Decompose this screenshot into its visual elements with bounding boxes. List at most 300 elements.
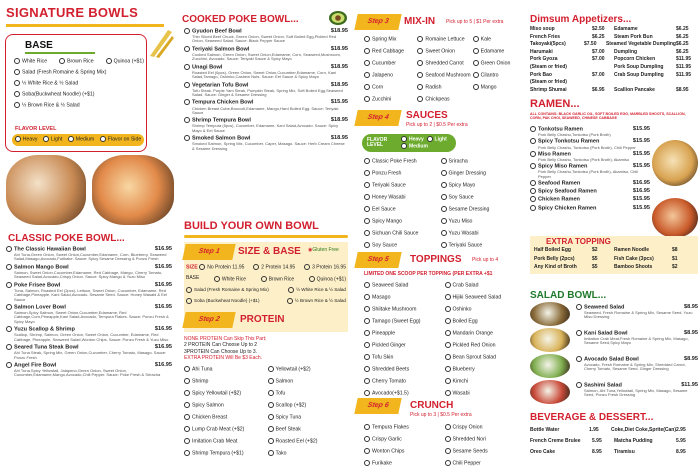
sauce-option[interactable] xyxy=(364,206,438,217)
mixin-option-label: Jalapeno xyxy=(372,72,394,79)
checkbox-icon[interactable] xyxy=(364,306,370,312)
checkbox-icon[interactable] xyxy=(184,426,190,432)
mixin-option[interactable] xyxy=(364,84,415,95)
base-option[interactable]: ½ Brown Rice & ½ Salad xyxy=(14,102,144,113)
cooked-item-desc: Shrimp Tempura (5pcs), Cucumber, Edamame, Kani Salad,Avocado. Sauce: Spicy Mayo & Eel Sauce xyxy=(192,123,339,133)
checkbox-icon[interactable] xyxy=(184,450,190,456)
crunch-option[interactable] xyxy=(364,424,442,435)
mixin-option[interactable] xyxy=(417,48,470,59)
sauce-option-label: Honey Wasabi xyxy=(372,194,406,201)
checkbox-icon[interactable] xyxy=(364,390,370,396)
checkbox-icon[interactable] xyxy=(473,84,479,90)
protein-option[interactable] xyxy=(268,378,349,389)
topping-option[interactable] xyxy=(445,306,523,317)
checkbox-icon[interactable] xyxy=(445,330,451,336)
checkbox-icon[interactable] xyxy=(441,206,447,212)
checkbox-icon[interactable] xyxy=(445,436,451,442)
ramen-item[interactable] xyxy=(530,180,650,187)
ramen-item-price: $16.95 xyxy=(632,188,650,195)
classic-item-name: Angel Fire Bowl xyxy=(14,362,57,369)
checkbox-icon[interactable] xyxy=(364,158,370,164)
mixin-option[interactable] xyxy=(417,36,470,47)
salad-item[interactable] xyxy=(576,356,698,380)
mixin-option[interactable] xyxy=(364,36,415,47)
checkbox-icon[interactable] xyxy=(417,96,423,102)
classic-item-price: $16.95 xyxy=(154,361,172,368)
classic-item-name: Seared Tuna Steak Bowl xyxy=(14,344,79,351)
crunch-option[interactable] xyxy=(445,448,523,459)
protein-notes: NONE PROTEIN Can Skip This Part; 2 PROTEIN Can Choose Up to 2 3PROTEIN Can Choose Up to 3. EXTRA PROTEIN Will Be $3 Each. xyxy=(184,336,267,361)
ramen-item-header xyxy=(530,180,650,187)
crunch-option[interactable] xyxy=(445,436,523,447)
radio-icon[interactable] xyxy=(530,188,536,194)
step5-pick: Pick up to 4 xyxy=(472,257,499,263)
checkbox-icon[interactable] xyxy=(268,438,274,444)
sauce-option[interactable] xyxy=(364,218,438,229)
protein-option[interactable] xyxy=(184,378,265,389)
sauce-option[interactable] xyxy=(441,194,515,205)
crunch-option[interactable] xyxy=(445,424,523,435)
step5-title: TOPPINGS xyxy=(410,254,462,265)
base-option[interactable]: ½ White Rice & ½ Salad xyxy=(14,80,144,91)
dimsum-row-cell: $6.25 xyxy=(676,48,689,55)
checkbox-icon[interactable] xyxy=(364,318,370,324)
classic-item[interactable] xyxy=(6,326,172,342)
radio-icon[interactable] xyxy=(530,196,536,202)
salad-item[interactable] xyxy=(576,330,698,354)
radio-icon[interactable] xyxy=(530,138,536,144)
topping-option[interactable] xyxy=(445,330,523,341)
checkbox-icon[interactable] xyxy=(364,96,370,102)
protein-option-label: Ahi Tuna xyxy=(192,366,213,373)
checkbox-icon[interactable] xyxy=(445,378,451,384)
sauce-option[interactable] xyxy=(364,194,438,205)
classic-item-desc: Ahi Tuna,Green Onion, Sweet Onion,Cucumber,Edamame, Corn, Blueberry, Seaweed Salad,Masago,Avocado,Furikake. Sauce: Spicy Sesame Dressing & Ponzu Fresh xyxy=(14,252,167,262)
mixin-option[interactable] xyxy=(473,84,524,95)
mixin-option[interactable] xyxy=(417,96,470,107)
crunch-option[interactable] xyxy=(364,436,442,447)
step3-title: MIX-IN xyxy=(404,16,436,27)
mixin-option[interactable] xyxy=(364,72,415,83)
checkbox-icon[interactable] xyxy=(441,218,447,224)
checkbox-icon[interactable] xyxy=(364,342,370,348)
radio-icon[interactable] xyxy=(6,362,12,368)
checkbox-icon[interactable] xyxy=(445,354,451,360)
checkbox-icon[interactable] xyxy=(417,60,423,66)
salad-item[interactable] xyxy=(576,382,698,406)
protein-option-label: Yellowtail (+$2) xyxy=(275,366,311,373)
checkbox-icon[interactable] xyxy=(441,194,447,200)
radio-icon[interactable] xyxy=(576,356,582,362)
base-underline xyxy=(25,52,95,54)
checkbox-icon[interactable] xyxy=(184,390,190,396)
radio-icon[interactable] xyxy=(184,99,190,105)
salad-item-price: $8.95 xyxy=(684,304,698,310)
checkbox-icon[interactable] xyxy=(268,378,274,384)
cooked-item[interactable] xyxy=(184,99,348,115)
size-option[interactable]: 3 Protein 16.95 xyxy=(304,264,346,271)
classic-item-name: Poke Frisee Bowl xyxy=(14,282,61,289)
protein-option[interactable] xyxy=(268,450,349,461)
radio-icon[interactable] xyxy=(576,304,582,310)
checkbox-icon[interactable] xyxy=(364,294,370,300)
crunch-option-label: Furikake xyxy=(372,460,392,467)
checkbox-icon[interactable] xyxy=(473,72,479,78)
topping-option[interactable] xyxy=(364,342,442,353)
topping-option[interactable] xyxy=(364,330,442,341)
classic-item-name: Yuzu Scallop & Shrimp xyxy=(14,326,75,333)
cooked-column xyxy=(180,0,352,476)
protein-option-label: Shrimp xyxy=(192,378,209,385)
flavor-option[interactable]: Light xyxy=(43,136,62,143)
radio-icon[interactable] xyxy=(530,163,536,169)
base-option[interactable]: White Rice xyxy=(14,58,47,69)
mixin-option[interactable] xyxy=(417,72,470,83)
radio-icon[interactable] xyxy=(6,304,12,310)
ramen-item-price: $15.95 xyxy=(632,138,650,145)
base-option[interactable]: Salad (Fresh Romaine & Spring Mix) xyxy=(186,287,269,293)
sauce-option[interactable] xyxy=(364,230,438,241)
checkbox-icon[interactable] xyxy=(184,414,190,420)
base-option[interactable]: White Rice xyxy=(214,276,246,283)
radio-icon[interactable] xyxy=(576,330,582,336)
dimsum-row-cell: Pork Gyoza xyxy=(530,56,558,63)
sauce-option-label: Teriyaki Sauce xyxy=(448,242,483,249)
checkbox-icon[interactable] xyxy=(441,170,447,176)
base-option[interactable]: Quinoa (+$1) xyxy=(106,58,144,69)
mixin-option[interactable] xyxy=(364,96,415,107)
extra-topping-row-cell: Pork Belly (2pcs) xyxy=(534,255,575,262)
checkbox-icon[interactable] xyxy=(184,438,190,444)
checkbox-icon[interactable] xyxy=(184,378,190,384)
step2-badge: Step 2 xyxy=(182,312,235,328)
ramen-item-desc: Pork Belly Chashu, Tonkotsu (Pork Broth), Akamiso xyxy=(538,157,630,163)
mixin-option-label: Mango xyxy=(480,84,497,91)
mixin-option-label: Corn xyxy=(372,84,384,91)
radio-icon[interactable] xyxy=(6,264,12,270)
topping-option[interactable] xyxy=(364,306,442,317)
radio-icon[interactable] xyxy=(530,126,536,132)
sauce-option[interactable] xyxy=(364,158,438,169)
checkbox-icon[interactable] xyxy=(364,206,370,212)
poke-bowl-photo xyxy=(92,155,174,225)
checkbox-icon[interactable] xyxy=(445,366,451,372)
checkbox-icon[interactable] xyxy=(364,170,370,176)
protein-option[interactable] xyxy=(268,414,349,425)
step1-badge: Step 1 xyxy=(182,244,235,260)
cooked-item[interactable] xyxy=(184,64,348,80)
checkbox-icon[interactable] xyxy=(364,448,370,454)
checkbox-icon[interactable] xyxy=(364,424,370,430)
checkbox-icon[interactable] xyxy=(364,436,370,442)
protein-option[interactable] xyxy=(268,438,349,449)
radio-icon[interactable] xyxy=(6,344,12,350)
topping-option[interactable] xyxy=(445,342,523,353)
salad-item-desc: Avocado, Fresh Romaine & Spring Mix, Shredded Carrot, Cherry Tomato, Sesame Seed, Ginger Dressing xyxy=(584,362,686,372)
radio-icon[interactable] xyxy=(6,246,12,252)
base-option[interactable]: Soba (Buckwheat Noodle) (+$1) xyxy=(186,298,260,304)
mixin-option-label: Shredded Carrot xyxy=(425,60,464,67)
ramen-item[interactable] xyxy=(530,196,650,203)
extra-topping-row-cell: Half Boiled Egg xyxy=(534,247,571,253)
topping-option[interactable] xyxy=(445,282,523,293)
sauce-option[interactable] xyxy=(364,170,438,181)
mixin-option[interactable] xyxy=(473,48,524,59)
protein-option[interactable] xyxy=(184,390,265,401)
sauce-option[interactable] xyxy=(441,206,515,217)
checkbox-icon[interactable] xyxy=(184,402,190,408)
mixin-option-label: Seafood Mushroom xyxy=(425,72,471,79)
ramen-item[interactable] xyxy=(530,205,650,212)
sauce-option[interactable] xyxy=(441,218,515,229)
radio-icon[interactable] xyxy=(184,28,190,34)
beverage-list xyxy=(530,428,698,461)
classic-poke-list xyxy=(6,246,172,380)
classic-item-desc: Tuna, Salmon, Roasted Eel (2pcs), Lettuce, Sweet Onion, Cucumber, Edamame, Red Cabbage,Pineapple, Kani Salad,Avocado. Sesame Seed. Sauce: Honey Wasabi & Eel Sauce xyxy=(14,287,167,302)
checkbox-icon[interactable] xyxy=(364,282,370,288)
radio-icon[interactable] xyxy=(184,82,190,88)
ramen-item[interactable] xyxy=(530,163,650,179)
radio-icon[interactable] xyxy=(184,117,190,123)
topping-option[interactable] xyxy=(364,354,442,365)
step2-title: PROTEIN xyxy=(240,314,285,325)
checkbox-icon[interactable] xyxy=(184,366,190,372)
beverage-row-cell: French Creme Brulee xyxy=(530,438,581,444)
base-option[interactable]: Brown Rice xyxy=(59,58,94,69)
dimsum-row-cell: $7.00 xyxy=(592,71,605,78)
checkbox-icon[interactable] xyxy=(268,402,274,408)
checkbox-icon[interactable] xyxy=(417,48,423,54)
sauce-option[interactable] xyxy=(441,182,515,193)
topping-option[interactable] xyxy=(364,366,442,377)
checkbox-icon[interactable] xyxy=(473,60,479,66)
checkbox-icon[interactable] xyxy=(441,242,447,248)
protein-option[interactable] xyxy=(268,366,349,377)
mixin-option[interactable] xyxy=(417,84,470,95)
checkbox-icon[interactable] xyxy=(445,448,451,454)
checkbox-icon[interactable] xyxy=(364,330,370,336)
flavor-option[interactable]: Heavy xyxy=(15,136,38,143)
byob-title: BUILD YOUR OWN BOWL xyxy=(184,220,319,232)
base-option[interactable]: Quinoa (+$1) xyxy=(309,276,346,283)
protein-option[interactable] xyxy=(184,402,265,413)
ramen-photo xyxy=(652,140,698,186)
cooked-item[interactable] xyxy=(184,28,348,44)
checkbox-icon[interactable] xyxy=(364,354,370,360)
salad-item[interactable] xyxy=(576,304,698,328)
dimsum-row-cell: Miso soup xyxy=(530,26,555,32)
topping-option[interactable] xyxy=(445,366,523,377)
extra-topping-row-cell: $8 xyxy=(672,247,678,253)
sauce-option-label: Spicy Mayo xyxy=(448,182,476,189)
sauce-option[interactable] xyxy=(441,230,515,241)
topping-option[interactable] xyxy=(364,318,442,329)
classic-item[interactable] xyxy=(6,362,172,378)
sauce-option[interactable] xyxy=(364,182,438,193)
checkbox-icon[interactable] xyxy=(417,72,423,78)
cooked-item-desc: Chicken Breast Cube,Broccoli,Edamame, Mango,Hard Boiled Egg. Sauce: Teriyaki Sauce xyxy=(192,105,339,115)
crunch-option[interactable] xyxy=(364,448,442,459)
checkbox-icon[interactable] xyxy=(445,390,451,396)
classic-item[interactable] xyxy=(6,264,172,280)
checkbox-icon[interactable] xyxy=(364,194,370,200)
base-option[interactable]: ½ Brown Rice & ½ Salad xyxy=(287,298,346,304)
checkbox-icon[interactable] xyxy=(445,294,451,300)
sauce-option-label: Teriyaki Sauce xyxy=(372,182,406,189)
topping-option[interactable] xyxy=(445,294,523,305)
radio-icon[interactable] xyxy=(530,205,536,211)
protein-option[interactable] xyxy=(184,438,265,449)
base-option[interactable]: Brown Rice xyxy=(261,276,295,283)
topping-option[interactable] xyxy=(445,354,523,365)
ramen-item[interactable] xyxy=(530,126,650,137)
topping-option[interactable] xyxy=(364,378,442,389)
radio-icon[interactable] xyxy=(530,180,536,186)
sauce-option[interactable] xyxy=(441,242,515,253)
mixin-option[interactable] xyxy=(364,60,415,71)
checkbox-icon[interactable] xyxy=(364,366,370,372)
classic-item[interactable] xyxy=(6,282,172,302)
checkbox-icon[interactable] xyxy=(268,414,274,420)
ramen-item[interactable] xyxy=(530,188,650,195)
checkbox-icon[interactable] xyxy=(441,230,447,236)
size-option[interactable]: SIZE No Protein 11.95 xyxy=(186,264,245,271)
sauce-option[interactable] xyxy=(441,158,515,169)
step6-pick: Pick up to 3 | $0.5 Per extra xyxy=(410,412,472,418)
classic-item[interactable] xyxy=(6,304,172,324)
dimsum-row-cell: $2.50 xyxy=(592,26,605,32)
checkbox-icon[interactable] xyxy=(268,366,274,372)
crunch-option[interactable] xyxy=(364,460,442,471)
mixin-option[interactable] xyxy=(473,72,524,83)
dimsum-row-cell: $11.95 xyxy=(676,56,692,63)
checkbox-icon[interactable] xyxy=(445,318,451,324)
classic-item-name: Salmon Lover Bowl xyxy=(14,304,66,311)
checkbox-icon[interactable] xyxy=(417,36,423,42)
base-option[interactable]: Salad (Fresh Romaine & Spring Mix) xyxy=(14,69,144,80)
base-option[interactable]: ½ White Rice & ½ Salad xyxy=(288,287,346,293)
checkbox-icon[interactable] xyxy=(364,242,370,248)
checkbox-icon[interactable] xyxy=(364,84,370,90)
topping-option[interactable] xyxy=(445,390,523,401)
cooked-item[interactable] xyxy=(184,82,348,98)
cooked-item[interactable] xyxy=(184,46,348,62)
extra-topping-row xyxy=(534,265,694,274)
mixin-option[interactable] xyxy=(473,60,524,71)
protein-option[interactable] xyxy=(184,450,265,461)
cooked-item-name: Tempura Chicken Bowl xyxy=(192,99,254,106)
topping-option-label: Tamago (Sweet Egg) xyxy=(372,318,421,325)
checkbox-icon[interactable] xyxy=(364,60,370,66)
checkbox-icon[interactable] xyxy=(364,36,370,42)
size-option[interactable]: 2 Protein 14.95 xyxy=(253,264,295,271)
mixin-option[interactable] xyxy=(417,60,470,71)
topping-option[interactable] xyxy=(364,294,442,305)
checkbox-icon[interactable] xyxy=(473,48,479,54)
checkbox-icon[interactable] xyxy=(364,230,370,236)
cooked-item[interactable] xyxy=(184,135,348,151)
cooked-item[interactable] xyxy=(184,117,348,133)
topping-option-label: Hijiki Seaweed Salad xyxy=(452,294,502,301)
ramen-item-header xyxy=(530,188,650,195)
cooked-item-desc: Cooked Salmon, Green Onion, Sweet Onion,Edamame, Corn, Seaweed,Mushroom, Zucchini, Avocado. Sauce: Teriyaki Sauce & Spicy Mayo xyxy=(192,51,341,62)
sauce-option-label: Soy Sauce xyxy=(448,194,474,201)
topping-option[interactable] xyxy=(445,378,523,389)
checkbox-icon[interactable] xyxy=(364,48,370,54)
protein-option-label: Scallop (+$2) xyxy=(275,402,307,409)
checkbox-icon[interactable] xyxy=(364,182,370,188)
sauce-option[interactable] xyxy=(441,170,515,181)
radio-icon[interactable] xyxy=(576,382,582,388)
checkbox-icon[interactable] xyxy=(445,282,451,288)
protein-option-label: Spicy Salmon xyxy=(192,402,224,409)
checkbox-icon[interactable] xyxy=(268,390,274,396)
checkbox-icon[interactable] xyxy=(268,450,274,456)
checkbox-icon[interactable] xyxy=(441,158,447,164)
classic-item[interactable] xyxy=(6,344,172,360)
flavor-option[interactable]: Medium xyxy=(68,136,94,143)
radio-icon[interactable] xyxy=(184,46,190,52)
step1-title: SIZE & BASE xyxy=(238,246,301,257)
radio-icon[interactable] xyxy=(6,326,12,332)
base-option[interactable]: Soba(Buckwheat Noodle) (+$1) xyxy=(14,91,144,102)
protein-option[interactable] xyxy=(184,366,265,377)
flavor-option[interactable]: Heavy Light xyxy=(401,136,447,143)
protein-option[interactable] xyxy=(268,402,349,413)
mixin-option[interactable] xyxy=(364,48,415,59)
ramen-item-desc: Pork Belly Chashu, Tonkotsu (Pork Broth), Chili Pepper xyxy=(538,144,636,150)
flavor-option[interactable]: Medium xyxy=(401,143,447,150)
topping-option-label: Blueberry xyxy=(452,366,475,373)
flavor-option[interactable]: Flavor on Side xyxy=(100,136,141,143)
protein-option[interactable] xyxy=(268,390,349,401)
checkbox-icon[interactable] xyxy=(364,218,370,224)
ramen-item[interactable] xyxy=(530,138,650,149)
checkbox-icon[interactable] xyxy=(268,426,274,432)
checkbox-icon[interactable] xyxy=(364,460,370,466)
protein-option[interactable] xyxy=(184,414,265,425)
checkbox-icon[interactable] xyxy=(445,306,451,312)
classic-item-desc: Scallop, Shrimp, Salmon, Green Onion, Sweet Onion, Cucumber, Edamame, Red Cabbage, Pineapple, Seaweed Salad,Wonton Chips. Sauce: Ponzu Fresh & Yuzu Miso xyxy=(14,332,169,342)
protein-option[interactable] xyxy=(184,426,265,437)
radio-icon[interactable] xyxy=(184,64,190,70)
size-options xyxy=(186,264,346,271)
topping-option[interactable] xyxy=(445,318,523,329)
checkbox-icon[interactable] xyxy=(445,342,451,348)
radio-icon[interactable] xyxy=(184,135,190,141)
classic-item[interactable] xyxy=(6,246,172,262)
mixin-option[interactable] xyxy=(473,36,524,47)
checkbox-icon[interactable] xyxy=(417,84,423,90)
crunch-option-label: Tempura Flakes xyxy=(372,424,409,431)
crunch-option[interactable] xyxy=(445,460,523,471)
checkbox-icon[interactable] xyxy=(364,378,370,384)
ramen-item[interactable] xyxy=(530,151,650,162)
protein-option[interactable] xyxy=(268,426,349,437)
radio-icon[interactable] xyxy=(530,151,536,157)
topping-option[interactable] xyxy=(364,282,442,293)
radio-icon[interactable] xyxy=(6,282,12,288)
ramen-item-price: $15.95 xyxy=(632,196,650,203)
checkbox-icon[interactable] xyxy=(364,72,370,78)
checkbox-icon[interactable] xyxy=(441,182,447,188)
salad-item-desc: Imitation Crab Meat,Fresh Romaine & Spring Mix, Masago, Sesame Seed,Spicy Mayo xyxy=(584,336,689,346)
checkbox-icon[interactable] xyxy=(445,460,451,466)
checkbox-icon[interactable] xyxy=(445,424,451,430)
extra-topping-row-cell: $5 xyxy=(592,255,598,262)
sauce-option-label: Soy Sauce xyxy=(372,242,398,249)
checkbox-icon[interactable] xyxy=(473,36,479,42)
